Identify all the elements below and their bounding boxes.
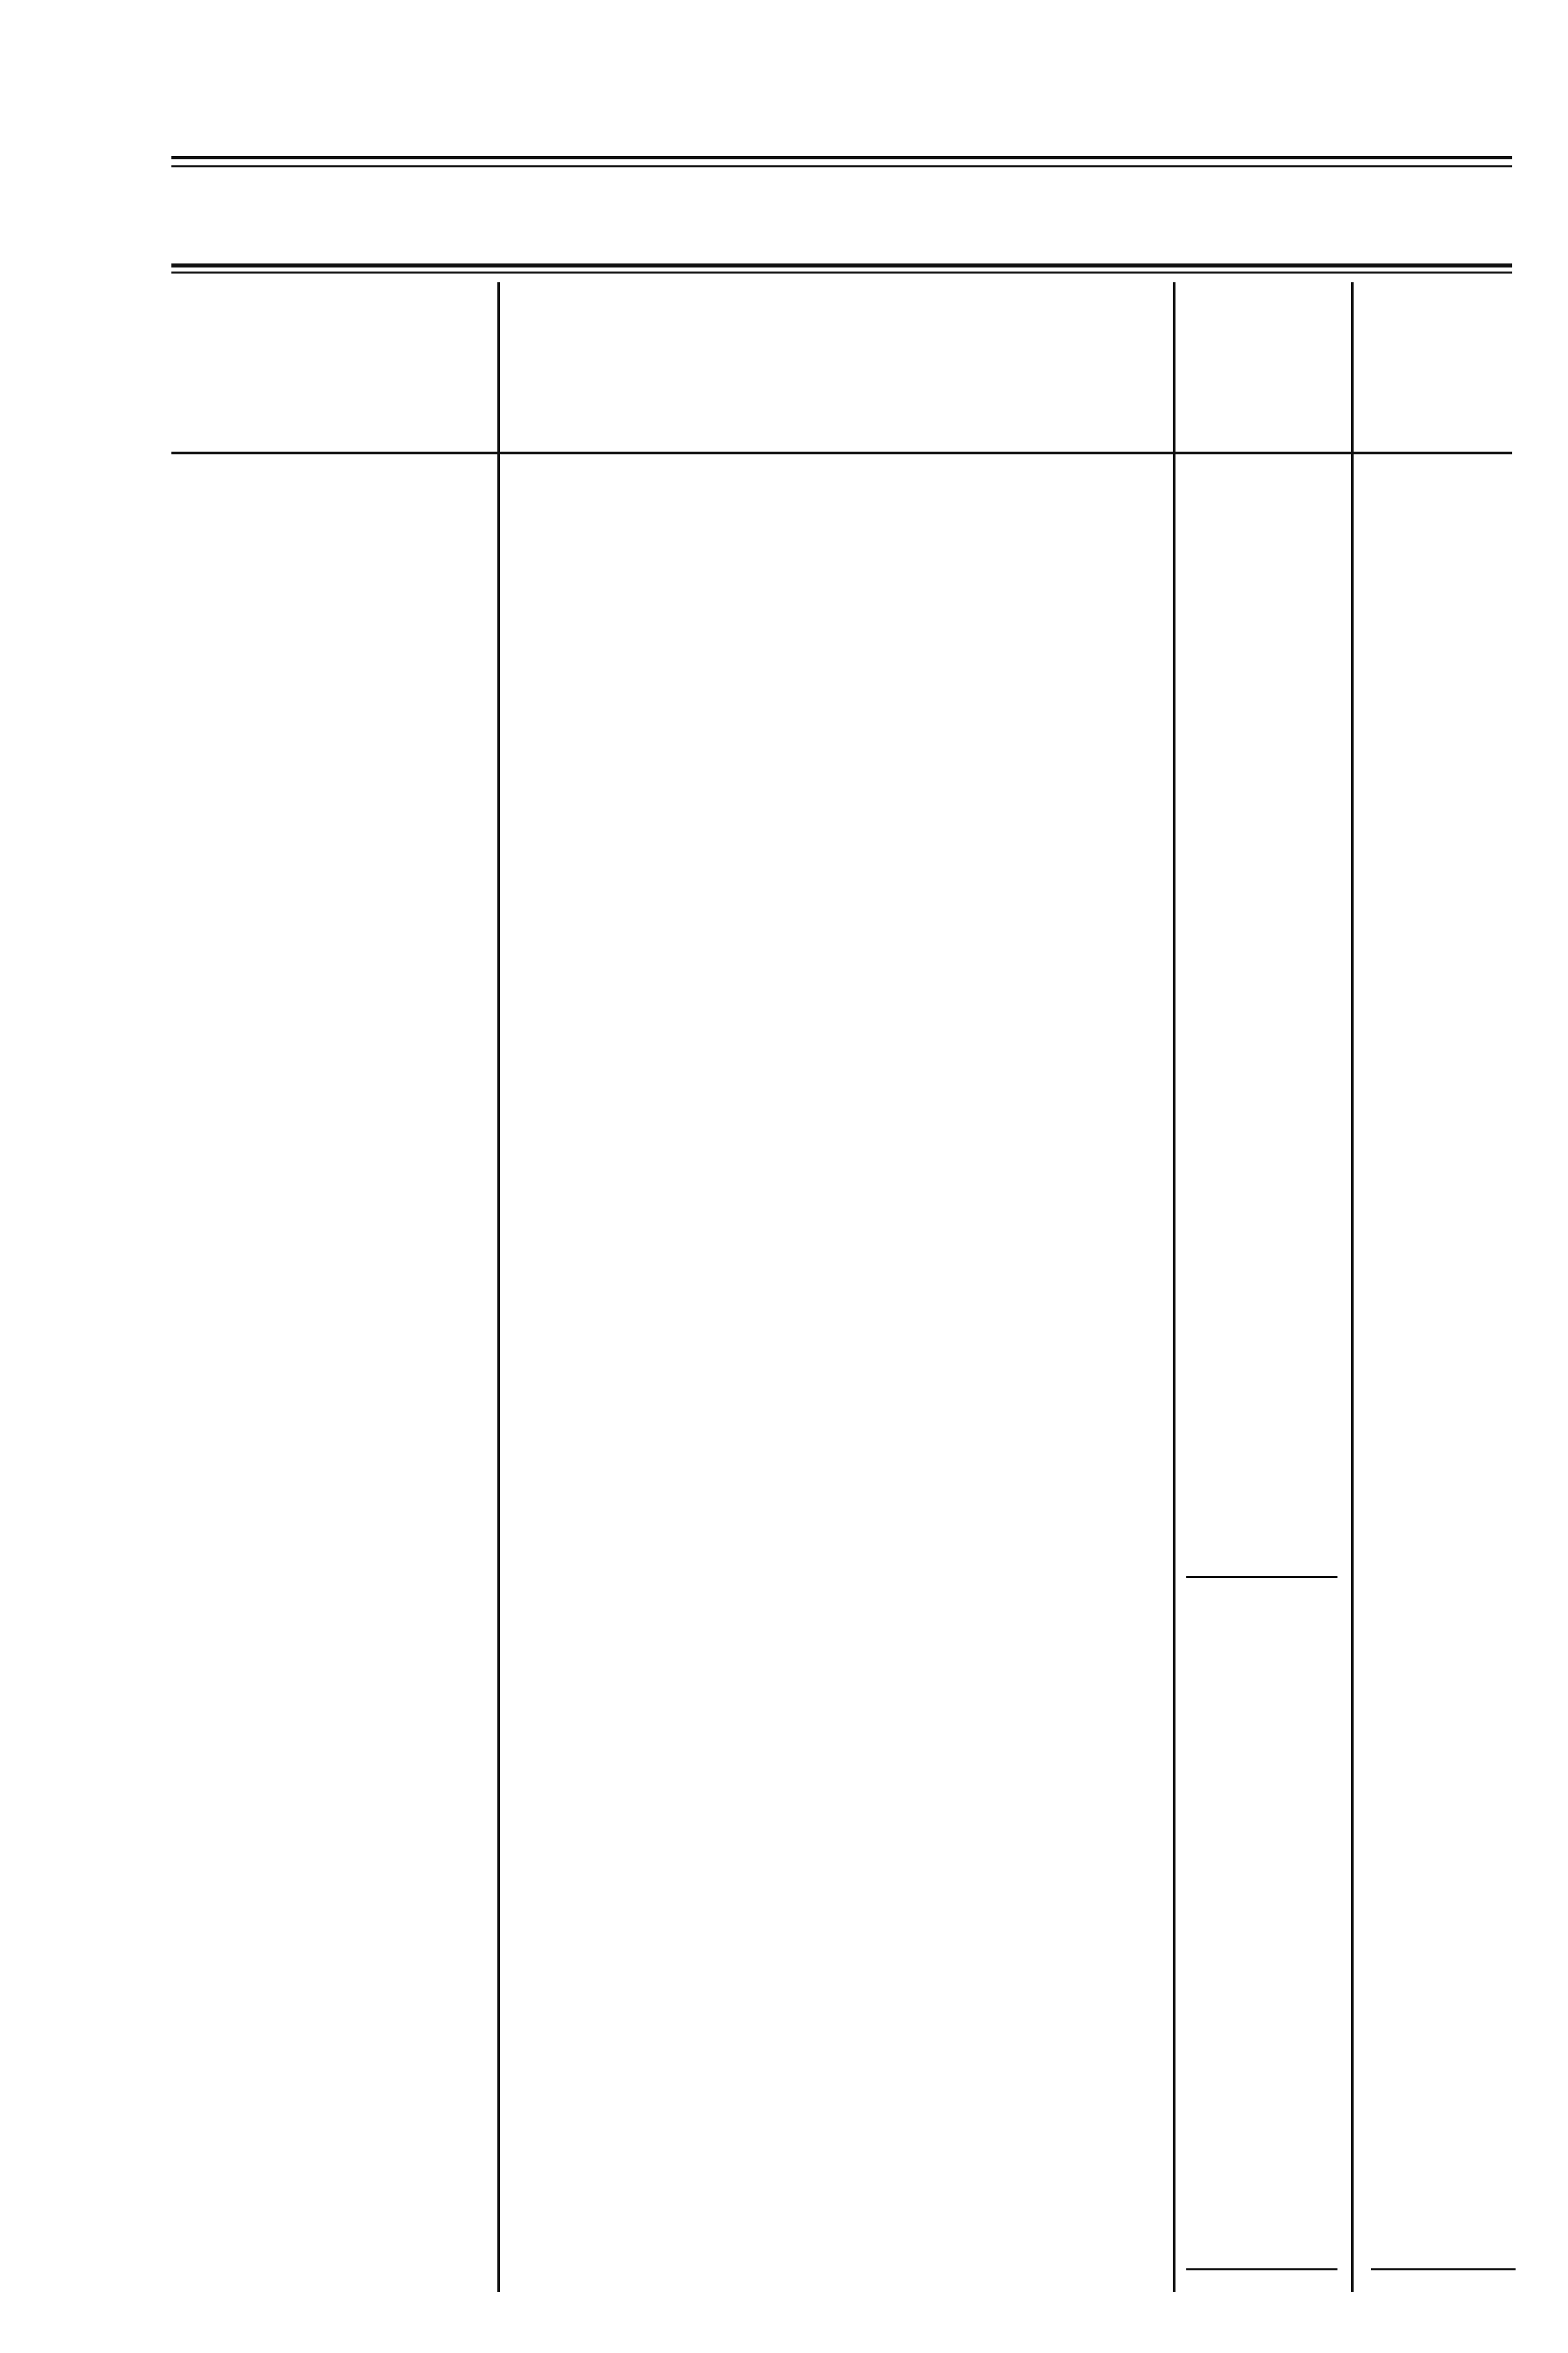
header-rule-top bbox=[171, 156, 1512, 159]
carried-forward-amount-rule bbox=[1186, 2268, 1337, 2270]
column-divider-service bbox=[1173, 282, 1175, 2292]
salaries-subtotal-rule bbox=[1186, 1576, 1337, 1578]
column-header-rule bbox=[171, 452, 1512, 454]
column-divider-amount bbox=[1351, 282, 1354, 2292]
carried-forward-row bbox=[171, 2282, 1512, 2311]
title-rule-top bbox=[171, 263, 1512, 267]
title-rule-bottom bbox=[171, 272, 1512, 274]
carried-forward-total-rule bbox=[1371, 2268, 1516, 2270]
column-divider-paid bbox=[497, 282, 500, 2292]
header-rule-bottom bbox=[171, 165, 1512, 167]
brought-forward-row bbox=[171, 521, 1512, 548]
